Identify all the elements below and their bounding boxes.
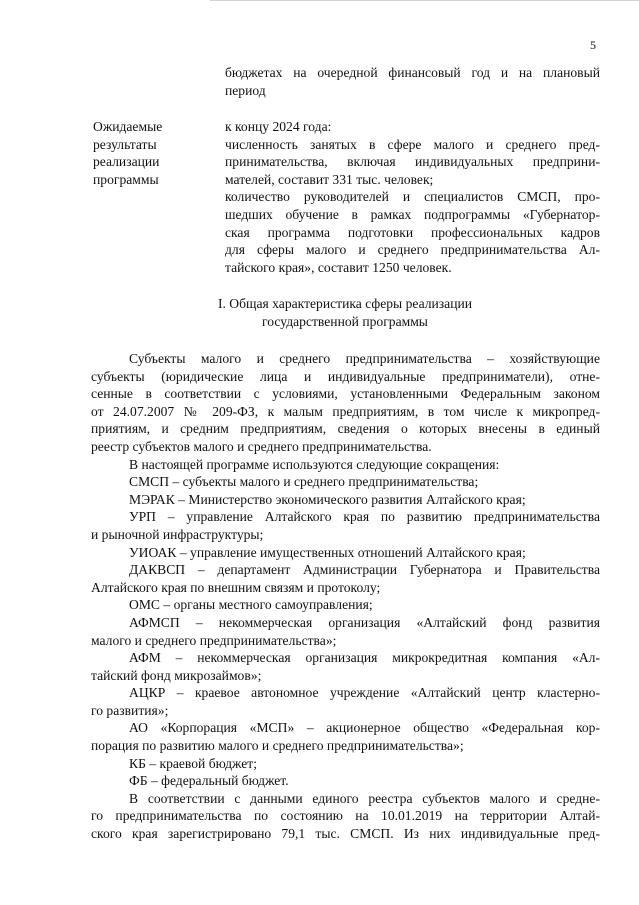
value-line: к концу 2024 года: [225, 119, 332, 134]
body-line: малого и среднего предпринимательства»; [91, 632, 337, 648]
intro-line: период [225, 82, 266, 98]
body-line: го предпринимательства по состоянию на 10.01.2019 на территории Алтай- [91, 808, 600, 824]
value-line: шедших обучение в рамках подпрограммы «Губернатор- [225, 206, 600, 222]
body-line: приятиям, и средним предприятиям, сведения о которых внесены в единый [91, 421, 600, 437]
body-line: Алтайского края по внешним связям и протоколу; [91, 579, 381, 595]
body-line: ОМС – органы местного самоуправления; [129, 597, 373, 613]
body-line: АО «Корпорация «МСП» – акционерное общество «Федеральная кор- [129, 720, 600, 736]
body-line: от 24.07.2007 № 209-ФЗ, к малым предприятиям, в том числе к микропред- [91, 403, 600, 419]
body-line: сенные в соответствии с условиями, установленными Федеральным законом [91, 386, 600, 402]
body-line: В настоящей программе используются следующие сокращения: [129, 456, 500, 472]
body-text [91, 350, 600, 843]
body-line: В соответствии с данными единого реестра субъектов малого и средне- [129, 790, 600, 806]
body-line: УИОАК – управление имущественных отношений Алтайского края; [129, 544, 526, 560]
body-line: СМСП – субъекты малого и среднего предпринимательства; [129, 474, 479, 490]
section-heading [90, 295, 600, 330]
body-line: порация по развитию малого и среднего предпринимательства»; [91, 738, 464, 754]
body-line: тайский фонд микрозаймов»; [91, 667, 262, 683]
label-line: программы [93, 171, 159, 187]
value-line: численность занятых в сфере малого и среднего пред- [225, 136, 600, 152]
value-line: количество руководителей и специалистов СМСП, про- [225, 189, 600, 205]
body-line: ДАКВСП – департамент Администрации Губернатора и Правительства [129, 562, 600, 578]
body-line: Субъекты малого и среднего предпринимательства – хозяйствующие [129, 351, 600, 366]
value-line: ская программа подготовки профессиональных кадров [225, 224, 600, 240]
value-line: принимательства, включая индивидуальных предприни- [225, 154, 600, 170]
heading-line: государственной программы [262, 313, 428, 329]
label-line: реализации [93, 154, 160, 170]
body-line: УРП – управление Алтайского края по развитию предпринимательства [129, 509, 600, 525]
page-number: 5 [590, 38, 596, 52]
body-line: ФБ – федеральный бюджет. [129, 773, 289, 789]
body-line: АФМСП – некоммерческая организация «Алтайский фонд развития [129, 614, 600, 630]
body-line: ского края зарегистрировано 79,1 тыс. СМСП. Из них индивидуальные пред- [91, 826, 600, 842]
body-line: КБ – краевой бюджет; [129, 755, 257, 771]
body-line: го развития»; [91, 702, 169, 718]
top-border-line [210, 0, 639, 1]
value-line: тайского края», составит 1250 человек. [225, 259, 452, 275]
body-line: субъекты (юридические лица и индивидуальные предприниматели), отне- [91, 368, 600, 384]
heading-line: I. Общая характеристика сферы реализации [217, 296, 473, 311]
body-line: АФМ – некоммерческая организация микрокредитная компания «Ал- [129, 650, 600, 666]
body-line: и рыночной инфраструктуры; [91, 526, 264, 542]
body-line: АЦКР – краевое автономное учреждение «Алтайский центр кластерно- [129, 685, 600, 701]
program-section-value [225, 118, 600, 276]
body-line: реестр субъектов малого и среднего предпринимательства. [91, 438, 432, 454]
value-line: мателей, составит 331 тыс. человек; [225, 171, 434, 187]
intro-paragraph [225, 64, 600, 99]
body-line: МЭРАК – Министерство экономического развития Алтайского края; [129, 491, 526, 507]
intro-line: бюджетах на очередной финансовый год и на плановый [225, 65, 600, 80]
label-line: Ожидаемые [93, 119, 163, 134]
label-line: результаты [93, 136, 157, 152]
program-section-label [93, 118, 213, 188]
value-line: для сферы малого и среднего предпринимательства Ал- [225, 242, 600, 258]
